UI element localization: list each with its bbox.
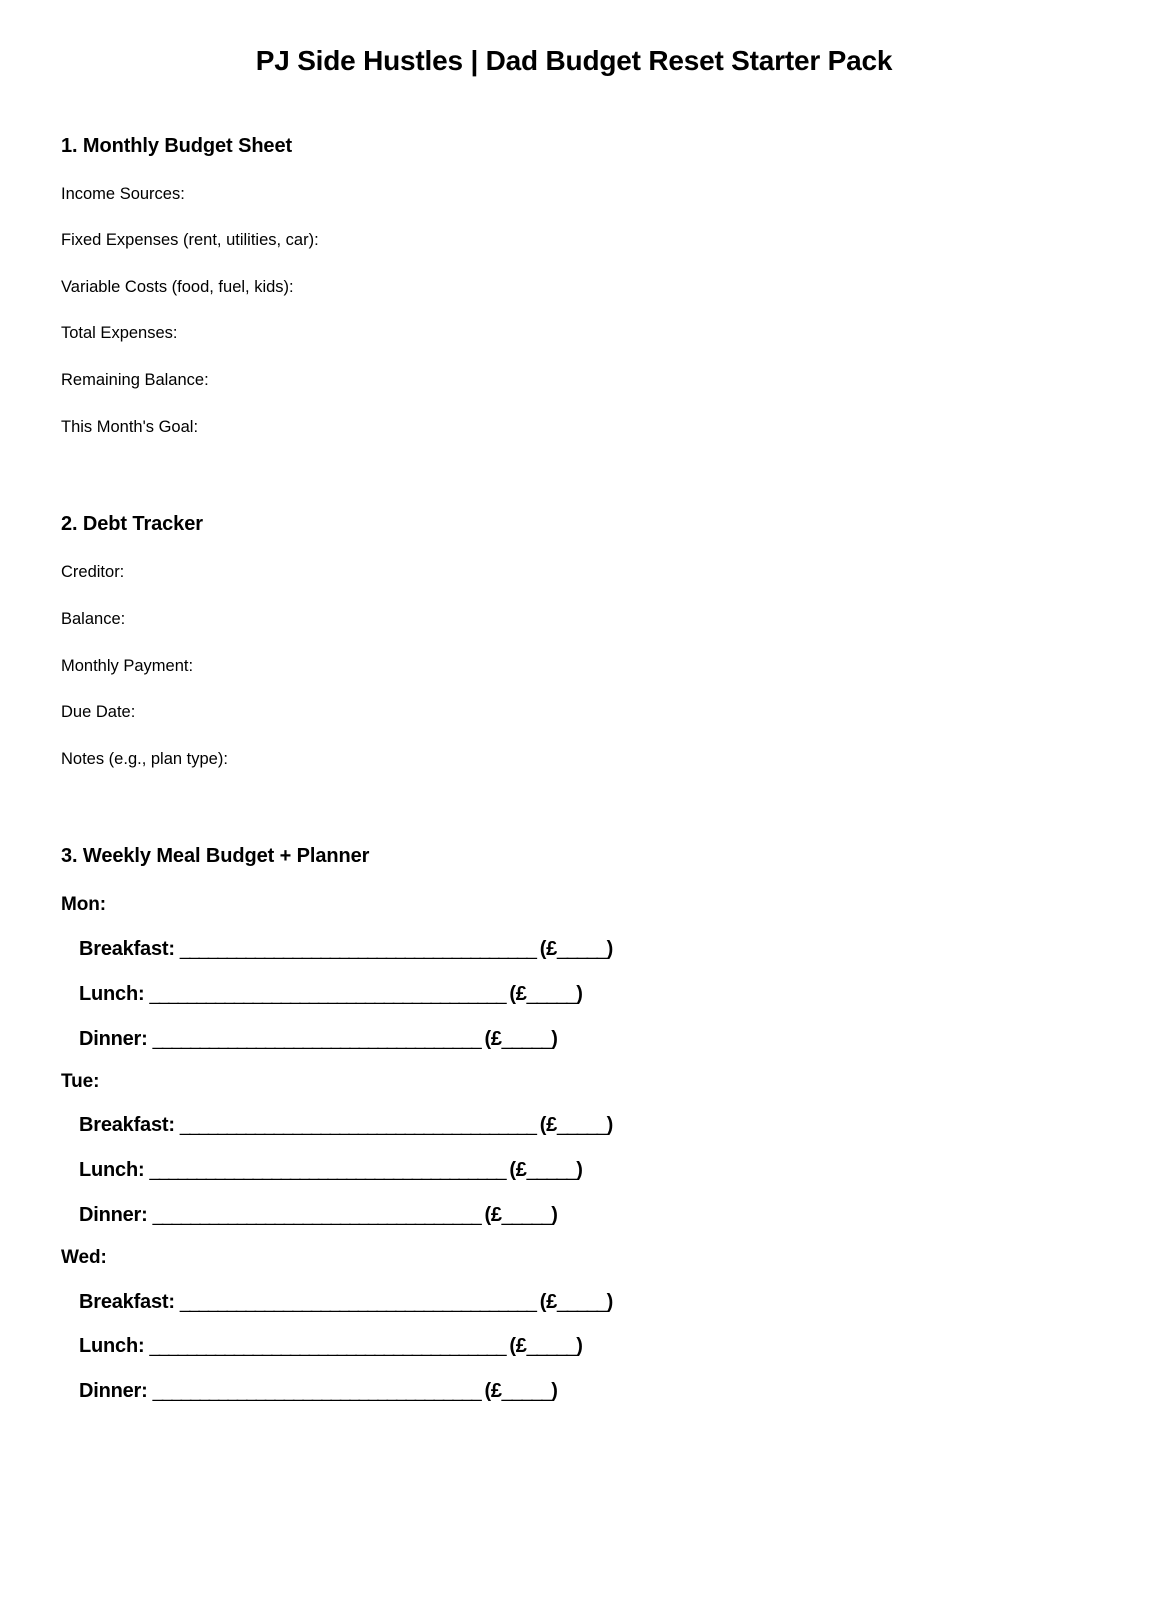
meal-cost-field[interactable]: [484, 1027, 557, 1051]
meal-row: [61, 937, 1109, 962]
cost-open-paren: (£: [509, 1335, 527, 1358]
cost-open-paren: (£: [539, 938, 557, 961]
cost-open-paren: (£: [539, 1290, 557, 1313]
cost-close-paren: ): [606, 1114, 613, 1137]
meal-entry-blank[interactable]: ______________________________________: [179, 939, 536, 961]
cost-open-paren: (£: [484, 1027, 502, 1050]
meal-label-breakfast: Breakfast:: [79, 938, 175, 961]
cost-blank[interactable]: _____: [556, 938, 607, 961]
day-label-tue: Tue:: [61, 1070, 100, 1092]
meal-entry-blank[interactable]: ___________________________________: [152, 1028, 481, 1050]
field-label-this-months-goal: This Month's Goal:: [61, 417, 199, 436]
field-label-fixed-expenses: Fixed Expenses (rent, utilities, car):: [61, 231, 319, 250]
cost-close-paren: ): [551, 1380, 558, 1403]
field-label-balance: Balance:: [61, 609, 126, 628]
section-monthly-budget-sheet: [61, 134, 1109, 438]
meal-cost-field[interactable]: [509, 1334, 582, 1358]
meal-row: [61, 1203, 1109, 1228]
cost-blank[interactable]: _____: [501, 1380, 552, 1403]
field-label-notes: Notes (e.g., plan type):: [61, 749, 228, 768]
cost-blank[interactable]: _____: [556, 1114, 607, 1137]
meal-cost-field[interactable]: [509, 1158, 582, 1182]
section-weekly-meal-planner: [61, 844, 1109, 1404]
meal-row: [61, 1027, 1109, 1052]
meal-entry-blank[interactable]: ______________________________________: [149, 984, 506, 1006]
cost-blank[interactable]: _____: [526, 1335, 577, 1358]
cost-blank[interactable]: _____: [501, 1204, 552, 1227]
meal-entry-blank[interactable]: ______________________________________: [179, 1291, 536, 1313]
cost-open-paren: (£: [484, 1204, 502, 1227]
cost-open-paren: (£: [539, 1114, 557, 1137]
meal-cost-field[interactable]: [484, 1203, 557, 1227]
cost-close-paren: ): [576, 1159, 583, 1182]
meal-cost-field[interactable]: [484, 1379, 557, 1403]
section-debt-tracker: [61, 512, 1109, 769]
meal-row: [61, 1290, 1109, 1315]
meal-label-dinner: Dinner:: [79, 1204, 148, 1227]
meal-row: [61, 1379, 1109, 1404]
field-label-creditor: Creditor:: [61, 563, 125, 582]
cost-close-paren: ): [576, 983, 583, 1006]
meal-label-lunch: Lunch:: [79, 1159, 145, 1182]
day-label-wed: Wed:: [61, 1246, 107, 1268]
meal-cost-field[interactable]: [540, 937, 613, 961]
meal-label-dinner: Dinner:: [79, 1380, 148, 1403]
field-label-variable-costs: Variable Costs (food, fuel, kids):: [61, 277, 294, 296]
meal-label-lunch: Lunch:: [79, 983, 145, 1006]
cost-close-paren: ): [576, 1335, 583, 1358]
meal-row: [61, 1113, 1109, 1138]
cost-close-paren: ): [606, 1290, 613, 1313]
meal-entry-blank[interactable]: ___________________________________: [152, 1381, 481, 1403]
field-label-remaining-balance: Remaining Balance:: [61, 371, 209, 390]
meal-entry-blank[interactable]: ___________________________________: [152, 1205, 481, 1227]
day-label-mon: Mon:: [61, 894, 106, 916]
meal-entry-blank[interactable]: ______________________________________: [149, 1160, 506, 1182]
field-label-total-expenses: Total Expenses:: [61, 324, 178, 343]
cost-blank[interactable]: _____: [556, 1290, 607, 1313]
cost-blank[interactable]: _____: [526, 983, 577, 1006]
field-label-monthly-payment: Monthly Payment:: [61, 656, 194, 675]
cost-blank[interactable]: _____: [526, 1159, 577, 1182]
section-heading: 3. Weekly Meal Budget + Planner: [61, 845, 370, 868]
meal-row: [61, 982, 1109, 1007]
meal-cost-field[interactable]: [540, 1113, 613, 1137]
cost-open-paren: (£: [509, 983, 527, 1006]
section-heading: 1. Monthly Budget Sheet: [61, 134, 293, 157]
cost-blank[interactable]: _____: [501, 1027, 552, 1050]
field-label-due-date: Due Date:: [61, 703, 136, 722]
meal-label-breakfast: Breakfast:: [79, 1114, 175, 1137]
cost-close-paren: ): [551, 1027, 558, 1050]
meal-label-lunch: Lunch:: [79, 1335, 145, 1358]
meal-cost-field[interactable]: [540, 1290, 613, 1314]
meal-row: [61, 1158, 1109, 1183]
cost-close-paren: ): [606, 938, 613, 961]
cost-open-paren: (£: [509, 1159, 527, 1182]
meal-entry-blank[interactable]: ______________________________________: [149, 1336, 506, 1358]
field-label-income-sources: Income Sources:: [61, 184, 185, 203]
cost-close-paren: ): [551, 1204, 558, 1227]
section-heading: 2. Debt Tracker: [61, 513, 203, 536]
meal-cost-field[interactable]: [509, 982, 582, 1006]
meal-label-breakfast: Breakfast:: [79, 1290, 175, 1313]
page-title: PJ Side Hustles | Dad Budget Reset Starter Pack: [255, 45, 893, 76]
meal-label-dinner: Dinner:: [79, 1027, 148, 1050]
cost-open-paren: (£: [484, 1380, 502, 1403]
meal-row: [61, 1334, 1109, 1359]
meal-entry-blank[interactable]: ______________________________________: [179, 1115, 536, 1137]
